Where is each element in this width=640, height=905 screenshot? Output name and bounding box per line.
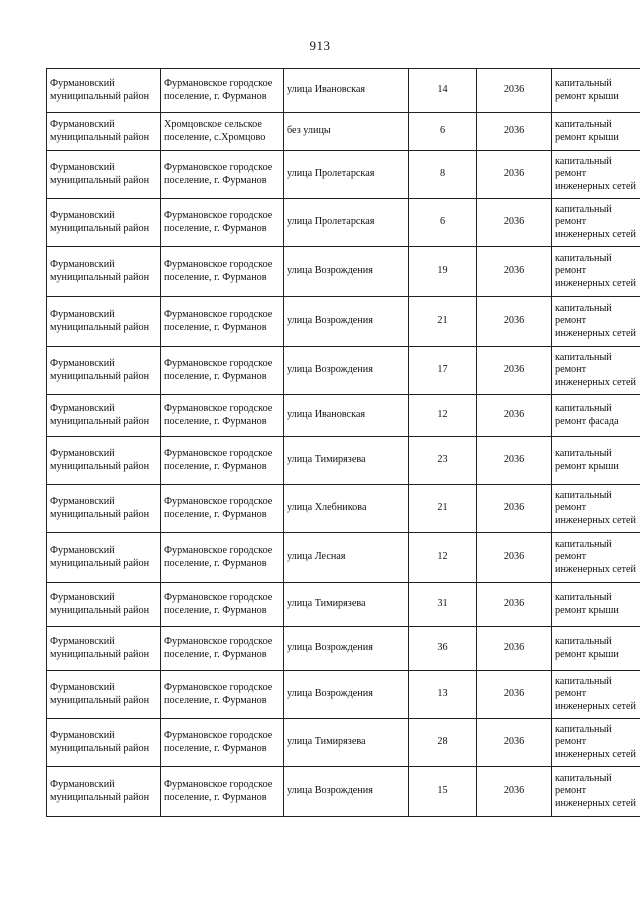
work-type-cell: капитальный ремонт инженерных сетей [552, 199, 640, 247]
settlement-cell: Фурмановское городское поселение, г. Фурманов [161, 719, 284, 767]
settlement-cell: Фурмановское городское поселение, г. Фурманов [161, 347, 284, 395]
district-cell: Фурмановский муниципальный район [47, 767, 161, 817]
table-row [47, 395, 640, 437]
year-cell: 2036 [477, 113, 552, 151]
year-cell: 2036 [477, 583, 552, 627]
house-number-cell: 31 [409, 583, 477, 627]
settlement-cell: Фурмановское городское поселение, г. Фурманов [161, 247, 284, 297]
house-number-cell: 36 [409, 627, 477, 671]
housing-repair-table [46, 68, 640, 817]
house-number-cell: 13 [409, 671, 477, 719]
house-number-cell: 14 [409, 69, 477, 113]
house-number-cell: 19 [409, 247, 477, 297]
page-number: 913 [309, 38, 331, 53]
work-type-cell: капитальный ремонт инженерных сетей [552, 767, 640, 817]
house-number-cell: 28 [409, 719, 477, 767]
settlement-cell: Фурмановское городское поселение, г. Фурманов [161, 297, 284, 347]
district-cell: Фурмановский муниципальный район [47, 247, 161, 297]
district-cell: Фурмановский муниципальный район [47, 485, 161, 533]
work-type-cell: капитальный ремонт инженерных сетей [552, 347, 640, 395]
table-row [47, 767, 640, 817]
year-cell: 2036 [477, 199, 552, 247]
work-type-cell: капитальный ремонт крыши [552, 583, 640, 627]
street-cell: улица Пролетарская [284, 151, 409, 199]
work-type-cell: капитальный ремонт инженерных сетей [552, 671, 640, 719]
year-cell: 2036 [477, 767, 552, 817]
table-row [47, 151, 640, 199]
work-type-cell: капитальный ремонт инженерных сетей [552, 247, 640, 297]
table-row [47, 69, 640, 113]
table-row [47, 199, 640, 247]
work-type-cell: капитальный ремонт крыши [552, 69, 640, 113]
work-type-cell: капитальный ремонт инженерных сетей [552, 719, 640, 767]
year-cell: 2036 [477, 247, 552, 297]
street-cell: улица Возрождения [284, 627, 409, 671]
house-number-cell: 23 [409, 437, 477, 485]
house-number-cell: 21 [409, 485, 477, 533]
settlement-cell: Фурмановское городское поселение, г. Фурманов [161, 485, 284, 533]
year-cell: 2036 [477, 719, 552, 767]
year-cell: 2036 [477, 627, 552, 671]
year-cell: 2036 [477, 151, 552, 199]
district-cell: Фурмановский муниципальный район [47, 151, 161, 199]
street-cell: улица Хлебникова [284, 485, 409, 533]
district-cell: Фурмановский муниципальный район [47, 297, 161, 347]
year-cell: 2036 [477, 437, 552, 485]
street-cell: улица Тимирязева [284, 583, 409, 627]
work-type-cell: капитальный ремонт инженерных сетей [552, 485, 640, 533]
work-type-cell: капитальный ремонт фасада [552, 395, 640, 437]
settlement-cell: Фурмановское городское поселение, г. Фурманов [161, 627, 284, 671]
house-number-cell: 12 [409, 395, 477, 437]
district-cell: Фурмановский муниципальный район [47, 437, 161, 485]
settlement-cell: Фурмановское городское поселение, г. Фурманов [161, 395, 284, 437]
district-cell: Фурмановский муниципальный район [47, 719, 161, 767]
work-type-cell: капитальный ремонт крыши [552, 113, 640, 151]
street-cell: улица Возрождения [284, 767, 409, 817]
settlement-cell: Фурмановское городское поселение, г. Фурманов [161, 151, 284, 199]
table-row [47, 627, 640, 671]
table-row [47, 297, 640, 347]
house-number-cell: 17 [409, 347, 477, 395]
street-cell: улица Возрождения [284, 247, 409, 297]
street-cell: улица Пролетарская [284, 199, 409, 247]
settlement-cell: Фурмановское городское поселение, г. Фурманов [161, 767, 284, 817]
street-cell: улица Ивановская [284, 395, 409, 437]
table-row [47, 113, 640, 151]
settlement-cell: Фурмановское городское поселение, г. Фурманов [161, 583, 284, 627]
work-type-cell: капитальный ремонт крыши [552, 437, 640, 485]
year-cell: 2036 [477, 395, 552, 437]
year-cell: 2036 [477, 69, 552, 113]
district-cell: Фурмановский муниципальный район [47, 533, 161, 583]
house-number-cell: 6 [409, 199, 477, 247]
street-cell: улица Тимирязева [284, 719, 409, 767]
settlement-cell: Фурмановское городское поселение, г. Фурманов [161, 671, 284, 719]
street-cell: улица Возрождения [284, 347, 409, 395]
settlement-cell: Фурмановское городское поселение, г. Фурманов [161, 69, 284, 113]
house-number-cell: 15 [409, 767, 477, 817]
settlement-cell: Хромцовское сельское поселение, с.Хромцово [161, 113, 284, 151]
settlement-cell: Фурмановское городское поселение, г. Фурманов [161, 199, 284, 247]
table-row [47, 485, 640, 533]
settlement-cell: Фурмановское городское поселение, г. Фурманов [161, 437, 284, 485]
table-row [47, 719, 640, 767]
table-row [47, 437, 640, 485]
district-cell: Фурмановский муниципальный район [47, 113, 161, 151]
house-number-cell: 6 [409, 113, 477, 151]
street-cell: улица Возрождения [284, 297, 409, 347]
district-cell: Фурмановский муниципальный район [47, 199, 161, 247]
street-cell: улица Лесная [284, 533, 409, 583]
district-cell: Фурмановский муниципальный район [47, 627, 161, 671]
table-row [47, 671, 640, 719]
table-row [47, 533, 640, 583]
table-row [47, 583, 640, 627]
year-cell: 2036 [477, 533, 552, 583]
street-cell: улица Тимирязева [284, 437, 409, 485]
district-cell: Фурмановский муниципальный район [47, 395, 161, 437]
year-cell: 2036 [477, 671, 552, 719]
street-cell: без улицы [284, 113, 409, 151]
work-type-cell: капитальный ремонт инженерных сетей [552, 533, 640, 583]
work-type-cell: капитальный ремонт инженерных сетей [552, 151, 640, 199]
work-type-cell: капитальный ремонт инженерных сетей [552, 297, 640, 347]
street-cell: улица Возрождения [284, 671, 409, 719]
settlement-cell: Фурмановское городское поселение, г. Фурманов [161, 533, 284, 583]
year-cell: 2036 [477, 485, 552, 533]
district-cell: Фурмановский муниципальный район [47, 347, 161, 395]
house-number-cell: 8 [409, 151, 477, 199]
district-cell: Фурмановский муниципальный район [47, 583, 161, 627]
year-cell: 2036 [477, 297, 552, 347]
district-cell: Фурмановский муниципальный район [47, 671, 161, 719]
district-cell: Фурмановский муниципальный район [47, 69, 161, 113]
year-cell: 2036 [477, 347, 552, 395]
table-row [47, 247, 640, 297]
work-type-cell: капитальный ремонт крыши [552, 627, 640, 671]
street-cell: улица Ивановская [284, 69, 409, 113]
house-number-cell: 21 [409, 297, 477, 347]
house-number-cell: 12 [409, 533, 477, 583]
table-body [47, 69, 640, 817]
table-row [47, 347, 640, 395]
